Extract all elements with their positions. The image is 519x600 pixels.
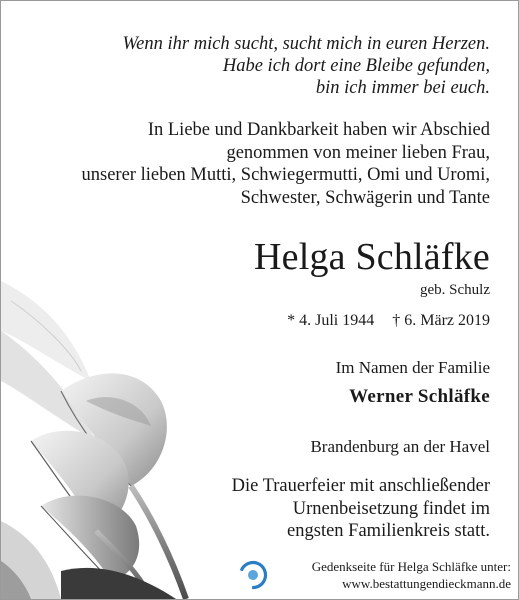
calla-lily-illustration-icon	[1, 271, 301, 599]
funeral-line: Urnenbeisetzung findet im	[292, 498, 490, 519]
quote-line: Wenn ihr mich sucht, sucht mich in euren Herzen.	[122, 34, 490, 54]
death-date: † 6. März 2019	[392, 312, 490, 329]
birth-date: * 4. Juli 1944	[287, 312, 375, 329]
deceased-name: Helga Schläfke	[254, 236, 490, 278]
funeral-line: Die Trauerfeier mit anschließender	[231, 476, 490, 496]
memorial-info	[271, 558, 511, 592]
blue-circle-logo-icon	[238, 560, 268, 590]
intro-line: Schwester, Schwägerin und Tante	[240, 187, 490, 208]
quote	[122, 33, 490, 99]
intro-line: unserer lieben Mutti, Schwiegermutti, Omi und Uromi,	[81, 165, 490, 185]
intro-line: genommen von meiner lieben Frau,	[226, 142, 490, 163]
intro-text	[82, 119, 490, 209]
birth-name: geb. Schulz	[420, 282, 490, 298]
on-behalf-text: Im Namen der Familie	[335, 358, 490, 377]
funeral-notice	[232, 475, 490, 543]
signer-name: Werner Schläfke	[349, 386, 490, 407]
quote-line: Habe ich dort eine Bleibe gefunden,	[222, 56, 490, 76]
memorial-text: Gedenkseite für Helga Schläfke unter:	[311, 559, 511, 574]
memorial-link[interactable]: www.bestattungendieckmann.de	[342, 576, 511, 591]
funeral-line: engsten Familienkreis statt.	[287, 521, 490, 541]
life-dates	[287, 312, 490, 330]
city: Brandenburg an der Havel	[310, 437, 490, 456]
intro-line: In Liebe und Dankbarkeit haben wir Abschied	[147, 120, 490, 140]
quote-line: bin ich immer bei euch.	[315, 78, 490, 98]
